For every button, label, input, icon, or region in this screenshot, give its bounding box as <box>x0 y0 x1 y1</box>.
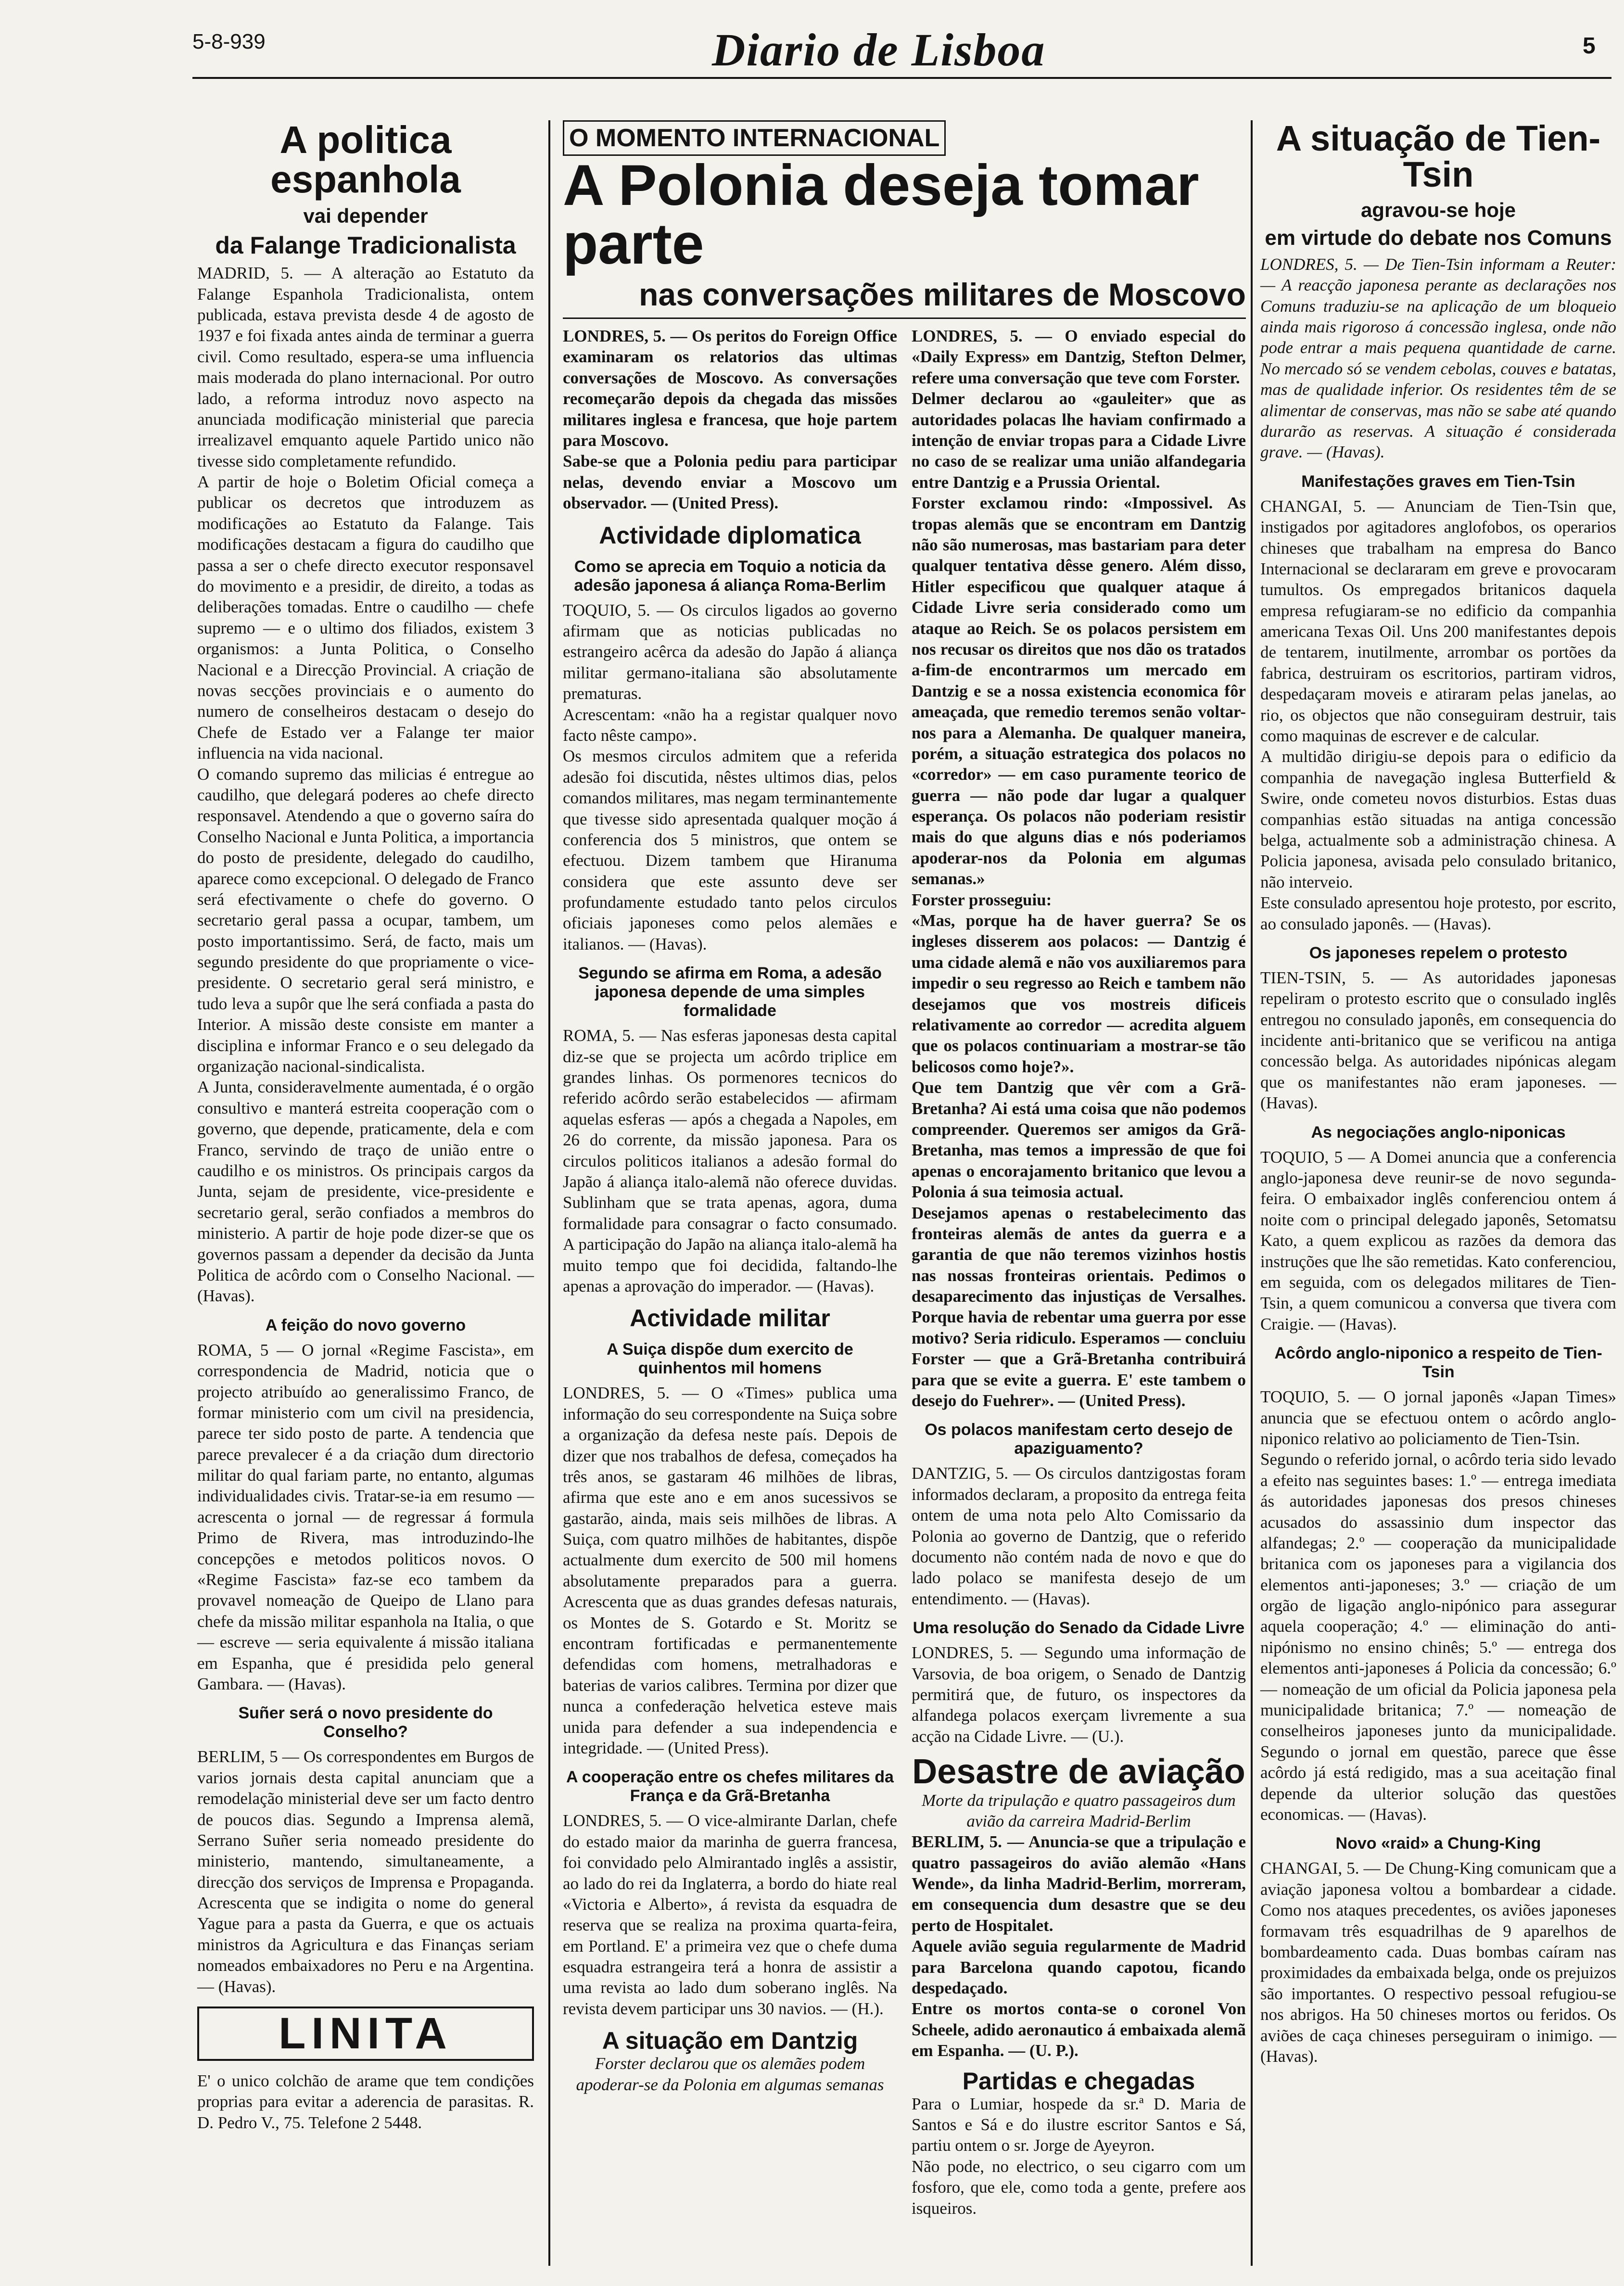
section-heading: A situação em Dantzig <box>602 2027 858 2055</box>
main-headline: A Polonia deseja tomar parte <box>563 153 1199 277</box>
article-deck: vai depender <box>303 204 428 228</box>
section-heading: Actividade militar <box>630 1305 830 1332</box>
article-body: LONDRES, 5. — O vice-almirante Darlan, chefe do estado maior da marinha de guerra francesa, foi convidado pelo Almirantado inglês a assistir, ao lado do rei da Inglaterra, a bordo do hiate real «Victoria e Alberto», á revista da esquadra de reserva que se realiza na proxima quarta-feira, em Portland. E' a primeira vez que o chefe duma esquadra estrangeira terá a honra de assistir a uma revista ao lado dum soberano inglês. Na revista devem participar uns 30 navios. — (H.). <box>563 1811 901 2018</box>
section-heading: Partidas e chegadas <box>962 2067 1195 2095</box>
column-divider <box>548 120 550 2266</box>
article-body: BERLIM, 5. — Anuncia-se que a tripulação e quatro passageiros do avião alemão «Hans Wende», da linha Madrid-Berlim, morreram, em consequencia dum desastre que se deu perto de Hospitalet. Aquele avião seguia regularmente de Madrid para Barcelona quando capotou, ficando despedaçado. Entre os mortos conta-se o coronel Von Scheele, adido aeronautico á embaixada alemã em Espanha. — (U. P.). <box>912 1832 1246 2060</box>
section-heading: Actividade diplomatica <box>599 521 861 549</box>
column-divider <box>1251 120 1253 2266</box>
article-body: LONDRES, 5. — Os peritos do Foreign Office examinaram os relatorios das ultimas conversações de Moscovo. As conversações recomeçarão depois da chegada das missões militares inglesa e francesa, que hoje partem para Moscovo. Sabe-se que a Polonia pediu para participar nelas, devendo enviar a Moscovo um observador. — (United Press). <box>563 327 897 513</box>
two-column-body <box>563 326 1250 2219</box>
advertisement-body: E' o unico colchão de arame que tem condições proprias para evitar a aderencia de parasitas. R. D. Pedro V., 75. Telefone 2 5448. <box>197 2071 538 2132</box>
section-deck: A Suiça dispõe dum exercito de quinhentos mil homens <box>607 1340 853 1378</box>
main-subheadline: nas conversações militares de Moscovo <box>639 276 1246 312</box>
page-number: 5 <box>1583 33 1596 59</box>
section-heading: Novo «raid» a Chung-King <box>1335 1834 1541 1853</box>
section-heading: Manifestações graves em Tien-Tsin <box>1301 472 1575 491</box>
section-heading: A feição do novo governo <box>265 1316 466 1334</box>
left-subcolumn <box>563 326 901 2219</box>
article-body: ROMA, 5 — O jornal «Regime Fascista», em correspondencia de Madrid, noticia que o projecto atribuído ao generalissimo Franco, de formar ministerio com um civil na presidencia, parece ter sido posto de parte. A tendencia que parece prevalecer é a da criação dum directorio militar do qual fariam parte, no entanto, algumas individualidades civis. Tratar-se-ia em resumo — acrescenta o jornal — de regressar á formula Primo de Rivera, mas introduzindo-lhe concepções e metodos politicos novos. O «Regime Fascista» faz-se eco tambem da provavel nomeação de Queipo de Llano para chefe da missão militar espanhola na Italia, o que — escreve — seria equivalente á missão italiana em Espanha, que é presidida pelo general Gambara. — (Havas). <box>197 1340 538 1693</box>
section-heading: Os japoneses repelem o protesto <box>1309 943 1568 962</box>
section-heading: Uma resolução do Senado da Cidade Livre <box>913 1619 1245 1638</box>
section-heading: Os polacos manifestam certo desejo de apaziguamento? <box>925 1421 1233 1458</box>
article-body: TOQUIO, 5. — O jornal japonês «Japan Times» anuncia que se efectuou ontem o acôrdo anglo-niponico relativo ao policiamento de Tien-Tsin. Segundo o referido jornal, o acôrdo teria sido levado a efeito nas seguintes bases: 1.º — entrega imediata ás autoridades japonesas dos presos chineses acusados do assassinio dum inspector das alfandegas; 2.º — cooperação da municipalidade britanica com os japoneses para a vigilancia dos elementos anti-japoneses; 3.º — criação de um orgão de ligação anglo-nipónico para assegurar aquela cooperação; 4.º — eliminação do anti-nipónismo no ensino chinês; 5.º — entrega dos elementos anti-japoneses á Policia da concessão; 6.º — nomeação de um oficial da Policia japonesa pela municipalidade britanica; 7.º — nomeação de conselheiros japoneses junto da municipalidade. Segundo o jornal em questão, parece que êsse acôrdo já está redigido, mas a sua aceitação final depende da ulterior solução das questões economicas. — (Havas). <box>1260 1387 1616 1824</box>
right-subcolumn <box>912 326 1250 2219</box>
article-body: LONDRES, 5. — O «Times» publica uma informação do seu correspondente na Suiça sobre a organização da defesa neste país. Depois de dizer que nos trabalhos de defesa, começados ha três anos, se gastaram 46 milhões de libras, afirma que este ano e em anos sucessivos se gastarão, ainda, mais seis milhões de libras. A Suiça, com quatro milhões de habitantes, dispõe actualmente dum exercito de 500 mil homens absolutamente preparados para a guerra. Acrescenta que as duas grandes defesas naturais, os Montes de S. Gotardo e St. Moritz se encontram fortificadas e permanentemente defendidas com homens, metralhadoras e baterias de varios calibres. Termina por dizer que nunca a confederação helvetica esteve mais unida para defender a sua independencia e integridade. — (United Press). <box>563 1384 901 1757</box>
section-kicker: O MOMENTO INTERNACIONAL <box>563 120 946 156</box>
article-body: CHANGAI, 5. — De Chung-King comunicam que a aviação japonesa voltou a bombardear a cidade. Como nos ataques precedentes, os aviões japoneses formavam três esquadrilhas de 9 aparelhos de bombardeamento cada. Duas bombas caíram nas proximidades da embaixada belga, onde os prejuizos são importantes. O respectivo pessoal refugiou-se nos abrigos. Ha 50 chineses mortos ou feridos. Os aviões de caça chineses perseguiram o inimigo. — (Havas). <box>1260 1859 1621 2066</box>
article-body: LONDRES, 5. — De Tien-Tsin informam a Reuter: — A reacção japonesa perante as declarações nos Comuns traduziu-se na aplicação de um bloqueio ainda mais rigoroso á concessão inglesa, onde não pode entrar a mais pequena quantidade de carne. No mercado só se vendem cebolas, couves e batatas, mas de qualidade inferior. Os residentes têm de se alimentar de conservas, mas não se sabe até quando durarão as reservas. A situação é considerada grave. — (Havas). <box>1260 254 1621 462</box>
section-heading: A cooperação entre os chefes militares da França e da Grã-Bretanha <box>566 1768 894 1805</box>
article-subdeck: em virtude do debate nos Comuns <box>1265 226 1612 250</box>
column-international <box>563 120 1250 2266</box>
advertisement-title: LINITA <box>197 2007 534 2061</box>
column-tien-tsin <box>1260 118 1621 2266</box>
article-deck: agravou-se hoje <box>1360 198 1516 221</box>
article-body: BERLIM, 5 — Os correspondentes em Burgos de varios jornais desta capital anunciam que a remodelação ministerial deve ser um facto dentro de poucos dias. Segundo a Imprensa alemã, Serrano Suñer seria nomeado presidente do ministerio, mantendo, simultaneamente, a direcção dos serviços de Imprensa e Propaganda. Acrescenta que se indigita o nome do general Yague para a pasta da Guerra, e que os actuais ministros da Agricultura e das Finanças seriam nomeados embaixadores no Peru e na Argentina. — (Havas). <box>197 1747 538 1996</box>
issue-date: 5-8-939 <box>192 30 266 53</box>
section-headline: Desastre de aviação <box>912 1753 1245 1791</box>
article-body: TOQUIO, 5 — A Domei anuncia que a conferencia anglo-japonesa deve reunir-se de novo segunda-feira. O embaixador inglês conferenciou ontem á noite com o principal delegado japonês, Setomatsu Kato, a quem explicou as razões da demora das instruções que lhe são remetidas. Kato conferenciou, em seguida, com os delegados militares de Tien-Tsin, a quem comunicou a conversa que tivera com Craigie. — (Havas). <box>1260 1147 1621 1334</box>
article-body: TIEN-TSIN, 5. — As autoridades japonesas repeliram o protesto escrito que o consulado inglês entregou no consulado japonês, em consequencia do incidente anti-britanico que se verificou na antiga concessão belga. As autoridades nipónicas alegam que os manifestantes não eram japoneses. — (Havas). <box>1260 968 1621 1113</box>
divider <box>563 318 1246 319</box>
article-body: DANTZIG, 5. — Os circulos dantzigostas foram informados declaram, a proposito da entrega feita ontem de uma nota pelo Alto Comissario da Polonia ao governo de Dantzig, que o referido documento não contém nada de novo e que do lado polaco se manifesta desejo de um entendimento. — (Havas). <box>912 1464 1250 1608</box>
article-body: TOQUIO, 5. — Os circulos ligados ao governo afirmam que as noticias publicadas no estrangeiro acêrca da adesão do Japão á aliança militar germano-italiana são absolutamente prematuras. Acrescentam: «não ha a registar qualquer novo facto nêste campo». Os mesmos circulos admitem que a referida adesão foi discutida, nêstes ultimos dias, pelos comandos militares, mas negam terminantemente que tivesse sido apresentada qualquer moção á conferencia dos 5 ministros, que ontem se efectuou. Dizem tambem que Hiranuma considera que este assunto deve ser profundamente estudado tanto pelos circulos oficiais japoneses como pelos alemães e italianos. — (Havas). <box>563 600 897 953</box>
article-body: Para o Lumiar, hospede da sr.ª D. Maria de Santos e Sá e do ilustre escritor Santos e Sá, partiu ontem o sr. Jorge de Ayeyron. Não pode, no electrico, o seu cigarro com um fosforo, que ele, como toda a gente, prefere aos isqueiros. <box>912 2094 1246 2218</box>
newspaper-title: Diario de Lisboa <box>712 24 1046 76</box>
masthead-rule <box>192 77 1611 79</box>
section-heading: Suñer será o novo presidente do Conselho? <box>238 1704 493 1741</box>
section-deck: Forster declarou que os alemães podem apoderar-se da Polonia em algumas semanas <box>576 2054 884 2094</box>
article-body: CHANGAI, 5. — Anunciam de Tien-Tsin que, instigados por agitadores anglofobos, os operarios chineses que trabalham na empresa do Banco Internacional se declararam em greve e provocaram tumultos. Os empregados britanicos daquela empresa refugiaram-se no edificio da companhia americana Texas Oil. Uns 200 manifestantes depois de tentarem, inutilmente, arrombar os portões da fabrica, destruiram os escritorios, partiram vidros, despedaçaram moveis e atiraram pelas janelas, ao rio, os objectos que não conseguiram destruir, tais como maquinas de escrever e de calcular. A multidão dirigiu-se depois para o edificio da companhia de navegação inglesa Butterfield & Swire, onde cometeu novos disturbios. Estas duas companhias estão situadas na antiga concessão belga, actualmente sob a administração chinesa. A Policia japonesa, avisada pelo consulado britanico, não interveio. Este consulado apresentou hoje protesto, por escrito, ao consulado japonês. — (Havas). <box>1260 496 1616 933</box>
section-heading: Acôrdo anglo-niponico a respeito de Tien-Tsin <box>1274 1344 1602 1382</box>
article-headline: A politica espanhola <box>270 118 461 201</box>
column-spanish-politics <box>197 118 538 2266</box>
section-heading: As negociações anglo-niponicas <box>1311 1123 1566 1142</box>
section-heading: Segundo se afirma em Roma, a adesão japonesa depende de uma simples formalidade <box>578 964 882 1020</box>
article-body: ROMA, 5. — Nas esferas japonesas desta capital diz-se que se projecta um acôrdo triplice em grandes linhas. Os pormenores tecnicos do referido acôrdo serão estabelecidos — afirmam aquelas esferas — após a chegada a Napoles, em 26 do corrente, da missão japonesa. Para os circulos politicos italianos a adesão formal do Japão á aliança italo-alemã não oferece duvidas. Sublinham que se trata apenas, agora, duma formalidade para consagrar o facto consumado. A participação do Japão na aliança italo-alemã ha muito tempo que foi decidida, faltando-lhe apenas a aprovação do imperador. — (Havas). <box>563 1026 901 1295</box>
section-deck: Como se aprecia em Toquio a noticia da adesão japonesa á aliança Roma-Berlim <box>574 557 886 595</box>
article-body: LONDRES, 5. — O enviado especial do «Daily Express» em Dantzig, Stefton Delmer, refere uma conversação que teve com Forster. Delmer declarou ao «gauleiter» que as autoridades polacas lhe haviam confirmado a intenção de enviar tropas para a Cidade Livre no caso de se realizar uma união alfandegaria entre Dantzig e a Prussia Oriental. Forster exclamou rindo: «Impossivel. As tropas alemãs que se encontram em Dantzig não são numerosas, mas bastariam para deter qualquer tentativa dêsse genero. Além disso, Hitler especificou que qualquer ataque á Cidade Livre seria considerado como um ataque ao Reich. Se os polacos persistem em nos recusar os direitos que nos dão os tratados a-fim-de encontrarmos um mercado em Dantzig e se a nossa existencia economica fôr ameaçada, que remedio teremos senão voltar-nos para a Alemanha. De qualquer maneira, porém, a situação estrategica dos polacos no «corredor» — em caso puramente teorico de guerra — não pode dar lugar a qualquer esperança. Os polacos não poderiam resistir mais do que alguns dias e nós poderiamos apoderar-nos da Polonia em algumas semanas.» Forster prosseguiu: «Mas, porque ha de haver guerra? Se os ingleses disserem aos polacos: — Dantzig é uma cidade alemã e não vos auxiliaremos para impedir o seu regresso ao Reich e tambem não desejamos que vos mostreis dificeis relativamente ao corredor — acredita alguem que os polacos continuariam a mostrar-se tão belicosos como hoje?». Que tem Dantzig que vêr com a Grã-Bretanha? Ai está uma coisa que não podemos compreender. Queremos ser amigos da Grã-Bretanha, mas temos a impressão de que foi apenas o encorajamento britanico que levou a Polonia á sua teimosia actual. Desejamos apenas o restabelecimento das fronteiras alemãs de antes da guerra e a garantia de que não teremos vizinhos hostis nas nossas fronteiras orientais. Pedimos o desaparecimento das injustiças de Versalhes. Porque havia de rebentar uma guerra por esse motivo? Seria ridiculo. Esperamos — concluiu Forster — que a Grã-Bretanha contribuirá para que se evite a guerra. E' este tambem o desejo do Fuehrer». — (United Press). <box>912 327 1246 1410</box>
article-body: LONDRES, 5. — Segundo uma informação de Varsovia, de boa origem, o Senado de Dantzig permitirá que, de futuro, os inspectores da alfandega polacos exerçam livremente a sua acção na Cidade Livre. — (U.). <box>912 1643 1250 1746</box>
article-headline: A situação de Tien-Tsin <box>1276 118 1601 195</box>
article-subdeck: da Falange Tradicionalista <box>215 232 516 259</box>
article-body: MADRID, 5. — A alteração ao Estatuto da Falange Espanhola Tradicionalista, ontem publicada, estava prevista desde 4 de agosto de 1937 e foi fixada antes ainda de terminar a guerra civil. Como resultado, espera-se uma influencia mais moderada do plano internacional. Por outro lado, a reforma introduz novo aspecto na anunciada modificação ministerial que parecia irrealizavel emquanto aquele Partido unico não tivesse sido completamente refundido. A partir de hoje o Boletim Oficial começa a publicar os decretos que introduzem as modificações ao Estatuto da Falange. Tais modificações destacam a figura do caudilho que passa a ser o chefe directo executor responsavel do movimento e a presidir, de direito, a todas as deliberações tomadas. Entre o caudilho — chefe supremo — e o ultimo dos filiados, existem 3 organismos: a Junta Politica, o Conselho Nacional e a Direcção Provincial. A criação de novas secções provinciais e o aumento do numero de conselheiros destacam o desejo do Chefe de Estado ver a Falange ter maior influencia na vida nacional. O comando supremo das milicias é entregue ao caudilho, que delegará poderes ao chefe directo responsavel. Atendendo a que o governo saíra do Conselho Nacional e Junta Politica, a importancia do posto de presidente, delegado do caudilho, aparece como excepcional. O delegado de Franco será efectivamente o chefe do governo. O secretario geral passa a ocupar, tambem, um posto importantissimo. Será, de facto, mais um segundo presidente do que propriamente o vice-presidente. O secretario geral será ministro, e tudo leva a supôr que lhe será confiada a pasta do Interior. A missão deste consiste em manter a disciplina e informar Franco e o seu delegado da organização nacional-sindicalista. A Junta, consideravelmente aumentada, é o orgão consultivo e manterá estreita cooperação com o governo, que depende, praticamente, dela e com Franco, servindo de traço de união entre o caudilho e os ministros. Os principais cargos da Junta, sejam de presidente, vice-presidente e secretario geral, serão confiados a membros do ministerio. A partir de hoje pode dizer-se que os governos passam a depender da decisão da Junta Politica de acôrdo com o Conselho Nacional. — (Havas). <box>197 264 534 1306</box>
section-deck: Morte da tripulação e quatro passageiros dum avião da carreira Madrid-Berlim <box>922 1791 1240 1830</box>
